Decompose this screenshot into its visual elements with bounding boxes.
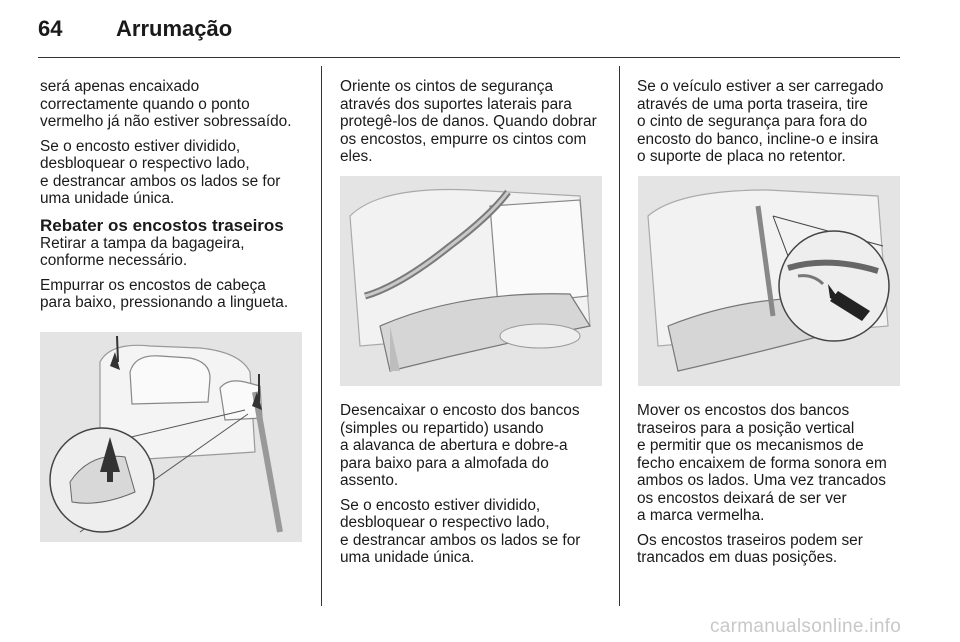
paragraph: será apenas encaixado correctamente quando o ponto vermelho já não estiver sobressaído.: [40, 78, 292, 130]
section-heading: Rebater os encostos traseiros: [40, 215, 284, 235]
paragraph: Desencaixar o encosto dos bancos (simples ou repartido) usando a alavanca de abertura e dobre-a para baixo para a almofada do assento.: [340, 402, 580, 489]
column-3: [637, 78, 902, 173]
paragraph: Se o encosto estiver dividido, desbloquear o respectivo lado, e destrancar ambos os lados se for uma unidade única.: [340, 496, 581, 566]
seatbelt-illustration: [340, 176, 602, 386]
header-rule: [38, 57, 900, 58]
column-2: [340, 78, 605, 173]
headrest-illustration: [40, 332, 302, 542]
paragraph: Se o encosto estiver dividido, desbloquear o respectivo lado, e destrancar ambos os lados se for uma unidade única.: [40, 137, 281, 207]
chapter-title: Arrumação: [116, 16, 233, 41]
column-divider-2: [619, 66, 620, 606]
column-divider-1: [321, 66, 322, 606]
paragraph: Os encostos traseiros podem ser trancados em duas posições.: [637, 531, 863, 566]
retainer-illustration: [638, 176, 900, 386]
paragraph: Empurrar os encostos de cabeça para baixo, pressionando a lingueta.: [40, 276, 289, 311]
watermark: carmanualsonline.info: [710, 616, 902, 637]
paragraph: Oriente os cintos de segurança através dos suportes laterais para protegê-los de danos. Quando dobrar os encostos, empurre os cintos com eles.: [340, 78, 597, 165]
paragraph: Mover os encostos dos bancos traseiros para a posição vertical e permitir que os mecanismos de fecho encaixem de forma sonora em ambos os lados. Uma vez trancados os encostos deixará de ser ver a marca vermelha.: [637, 402, 887, 524]
column-1: [40, 78, 310, 319]
page-number: 64: [38, 16, 63, 41]
column-3-lower: [637, 402, 902, 574]
paragraph: Se o veículo estiver a ser carregado através de uma porta traseira, tire o cinto de segurança para fora do encosto do banco, incline-o e insira o suporte de placa no retentor.: [637, 78, 884, 165]
column-2-lower: [340, 402, 605, 574]
paragraph: Retirar a tampa da bagageira, conforme necessário.: [40, 234, 245, 269]
